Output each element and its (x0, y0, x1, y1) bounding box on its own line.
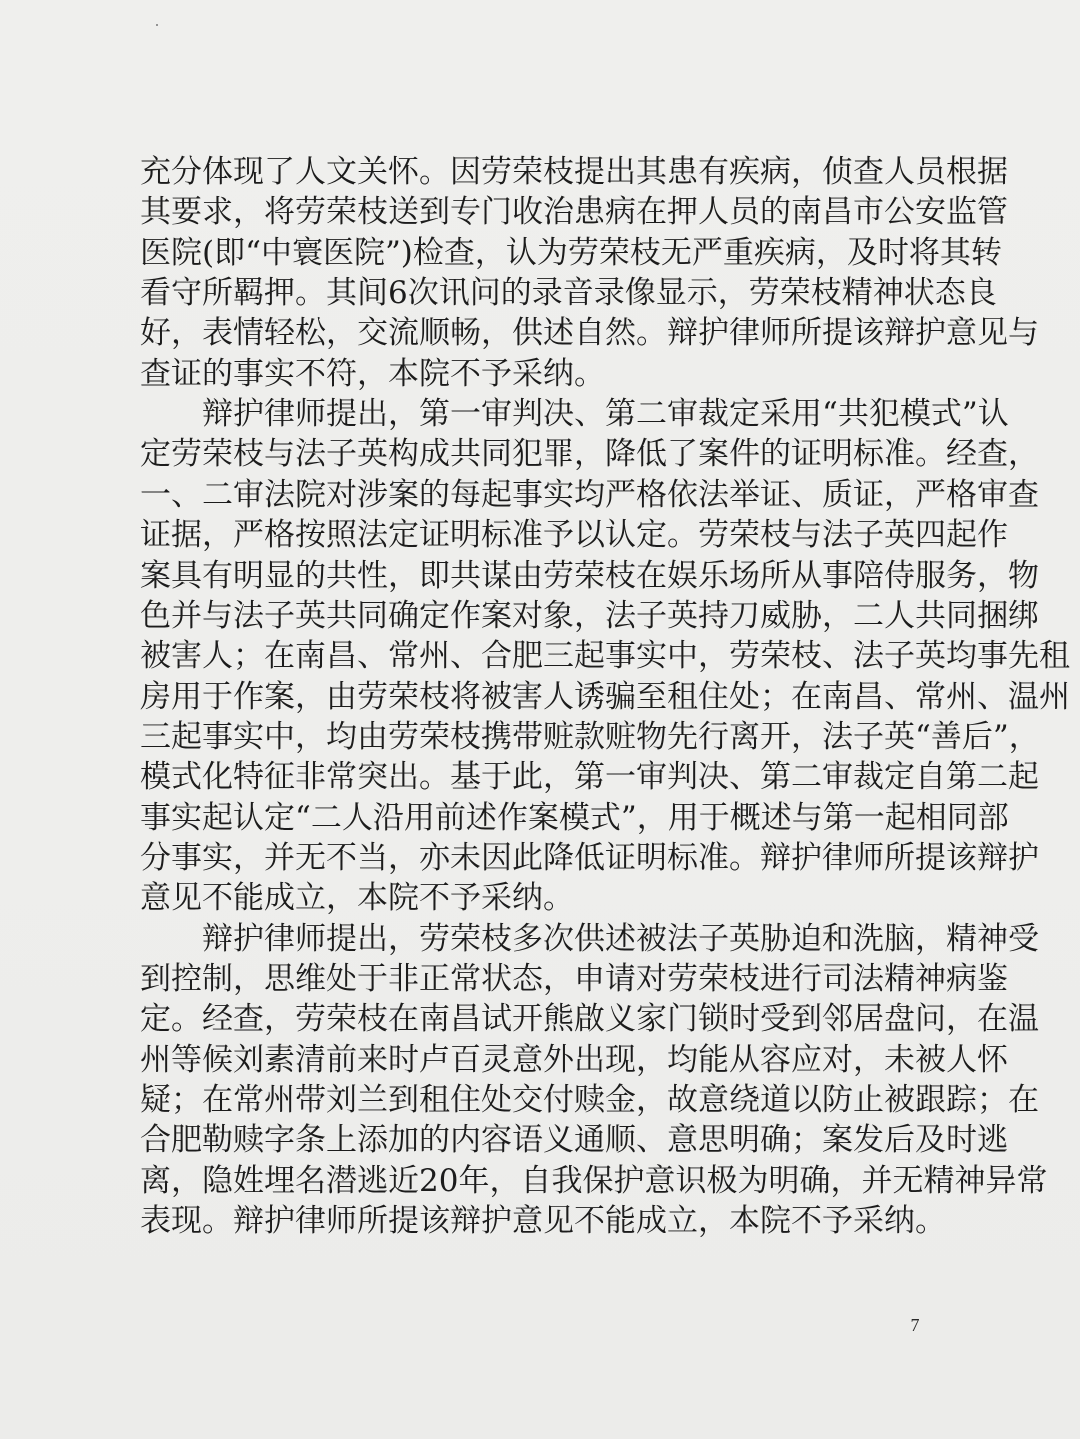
text-line: 定劳荣枝与法子英构成共同犯罪，降低了案件的证明标准。经查， (140, 436, 1039, 472)
text-line: 疑；在常州带刘兰到租住处交付赎金，故意绕道以防止被跟踪；在 (140, 1082, 1039, 1118)
scan-speck (156, 24, 158, 26)
text-line: 好，表情轻松，交流顺畅，供述自然。辩护律师所提该辩护意见与 (140, 315, 1039, 351)
text-line: 表现。辩护律师所提该辩护意见不能成立，本院不予采纳。 (140, 1203, 946, 1239)
text-line: 色并与法子英共同确定作案对象，法子英持刀威胁，二人共同捆绑 (140, 598, 1039, 634)
text-line: 到控制，思维处于非正常状态，申请对劳荣枝进行司法精神病鉴 (140, 961, 1008, 997)
text-line: 意见不能成立，本院不予采纳。 (140, 880, 574, 916)
text-line: 离，隐姓埋名潜逃近20年，自我保护意识极为明确，并无精神异常 (140, 1163, 1048, 1199)
text-line: 其要求，将劳荣枝送到专门收治患病在押人员的南昌市公安监管 (140, 194, 1008, 230)
text-line: 医院(即“中寰医院”)检查，认为劳荣枝无严重疾病，及时将其转 (140, 235, 1002, 271)
text-line: 辩护律师提出，劳荣枝多次供述被法子英胁迫和洗脑，精神受 (140, 921, 1039, 957)
text-line: 分事实，并无不当，亦未因此降低证明标准。辩护律师所提该辩护 (140, 840, 1039, 876)
text-line: 三起事实中，均由劳荣枝携带赃款赃物先行离开，法子英“善后”， (140, 719, 1040, 755)
text-line: 房用于作案，由劳荣枝将被害人诱骗至租住处；在南昌、常州、温州 (140, 679, 1070, 715)
text-line: 看守所羁押。其间6次讯问的录音录像显示，劳荣枝精神状态良 (140, 275, 997, 311)
text-line: 案具有明显的共性，即共谋由劳荣枝在娱乐场所从事陪侍服务，物 (140, 558, 1039, 594)
page-number: 7 (910, 1315, 920, 1335)
text-line: 被害人；在南昌、常州、合肥三起事实中，劳荣枝、法子英均事先租 (140, 638, 1070, 674)
text-line: 州等候刘素清前来时卢百灵意外出现，均能从容应对，未被人怀 (140, 1042, 1008, 1078)
text-line: 充分体现了人文关怀。因劳荣枝提出其患有疾病，侦查人员根据 (140, 154, 1008, 190)
text-line: 模式化特征非常突出。基于此，第一审判决、第二审裁定自第二起 (140, 759, 1039, 795)
text-line: 一、二审法院对涉案的每起事实均严格依法举证、质证，严格审查 (140, 477, 1039, 513)
text-line: 证据，严格按照法定证明标准予以认定。劳荣枝与法子英四起作 (140, 517, 1008, 553)
text-line: 辩护律师提出，第一审判决、第二审裁定采用“共犯模式”认 (140, 396, 1009, 432)
text-line: 事实起认定“二人沿用前述作案模式”，用于概述与第一起相同部 (140, 800, 1009, 836)
text-line: 合肥勒赎字条上添加的内容语义通顺、意思明确；案发后及时逃 (140, 1122, 1008, 1158)
text-line: 查证的事实不符，本院不予采纳。 (140, 356, 605, 392)
text-line: 定。经查，劳荣枝在南昌试开熊啟义家门锁时受到邻居盘问，在温 (140, 1001, 1039, 1037)
